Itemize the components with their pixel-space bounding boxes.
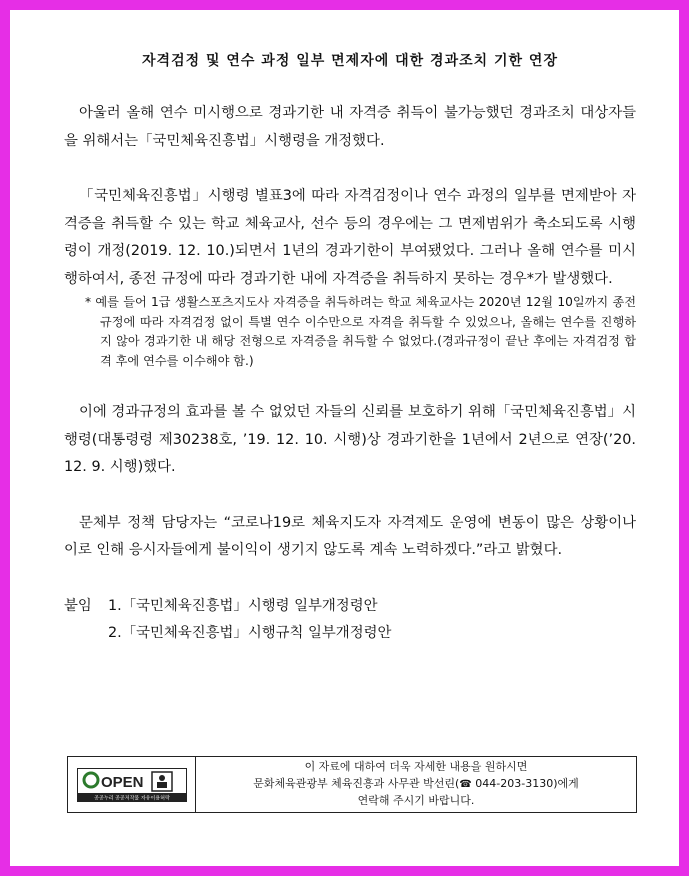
contact-line-2 [196,776,636,794]
contact-phone: 044-203-3130)에게 [471,776,579,790]
paragraph-2: 「국민체육진흥법」시행령 별표3에 따라 자격검정이나 연수 과정의 일부를 면제받아 자격증을 취득할 수 있는 학교 체육교사, 선수 등의 경우에는 그 면제범위가 축소되도록 시행령이 개정(2019. 12. 10.)되면서 1년의 경과기한이 부여됐었다. 그러나 올해 연수를 미시행하여서, 종전 규정에 따라 경과기한 내에 자격증을 취득하지 못하는 경우*가 발생했다. [64,188,636,287]
contact-box [67,756,637,813]
contact-line-1: 이 자료에 대하여 더욱 자세한 내용을 원하시면 [304,760,528,773]
phone-icon: ☎ [459,778,472,790]
paragraph-1: 아울러 올해 연수 미시행으로 경과기한 내 자격증 취득이 불가능했던 경과조치 대상자들을 위해서는「국민체육진흥법」시행령을 개정했다. [64,105,636,149]
open-license-logo-cell [68,757,196,812]
paragraph-3: 이에 경과규정의 효과를 볼 수 없었던 자들의 신뢰를 보호하기 위해「국민체육진흥법」시행령(대통령령 제30238호, ’19. 12. 10. 시행)상 경과기한을 1년에서 2년으로 연장(’20. 12. 9. 시행)했다. [64,404,636,475]
document-body [64,40,636,647]
open-logo-icon [78,769,186,801]
attachment-item-1: 1.「국민체육진흥법」시행령 일부개정령안 [108,597,378,614]
contact-text [196,757,636,812]
document-title: 자격검정 및 연수 과정 일부 면제자에 대한 경과조치 기한 연장 [142,53,558,69]
attachment-label: 붙임 [64,597,92,614]
open-logo-subtext: 공공누리 공공저작물 자유이용허락 [93,795,170,801]
footnote: * 예를 들어 1급 생활스포츠지도사 자격증을 취득하려는 학교 체육교사는 2020년 12월 10일까지 종전 규정에 따라 자격검정 없이 특별 연수 이수만으로 자격을 취득할 수 있었으나, 올해는 연수를 진행하지 않아 경과기한 내 해당 전형으로 자격증을 취득할 수 없었다.(경과규정이 끝난 후에는 자격검정 합격 후에 연수를 이수해야 함.) [85,295,636,368]
contact-line-3: 연락해 주시기 바랍니다. [357,794,475,807]
attachment-item-2: 2.「국민체육진흥법」시행규칙 일부개정령안 [108,624,392,641]
attachment-line-1 [64,593,636,620]
attachment-line-2 [64,620,636,647]
open-logo-text: OPEN [100,773,144,791]
paragraph-4: 문체부 정책 담당자는 “코로나19로 체육지도자 자격제도 운영에 변동이 많은 상황이나 이로 인해 응시자들에게 불이익이 생기지 않도록 계속 노력하겠다.”라고 밝혔다. [64,514,636,558]
open-license-logo [77,768,187,802]
contact-person: 문화체육관광부 체육진흥과 사무관 박선린( [253,776,460,790]
